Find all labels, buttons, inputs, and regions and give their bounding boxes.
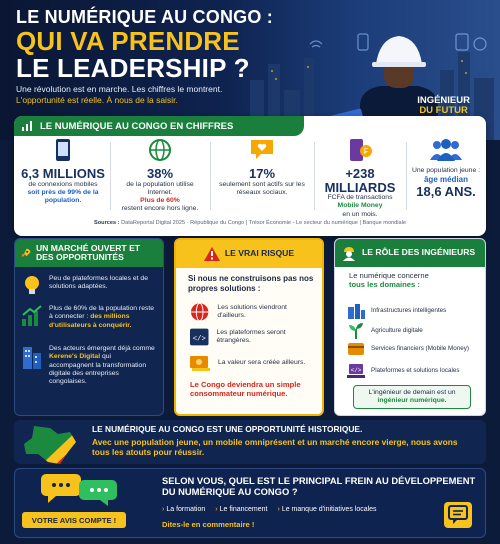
engineer-conclusion-b: ingénieur numérique. [377, 397, 447, 405]
stat-highlight: soit près de 99% de la population. [27, 188, 99, 204]
stat-mobile-money [316, 138, 404, 218]
svg-text:₣: ₣ [363, 147, 369, 156]
kerenes-digital-label: Kerene's Digital [49, 353, 101, 361]
engineers-intro-b: tous les domaines : [349, 280, 420, 290]
question-title: SELON VOUS, QUEL EST LE PRINCIPAL FREIN AU DÉVELOPPEMENT DU NUMÉRIQUE AU CONGO ? [162, 475, 476, 497]
congo-map-flag-icon [20, 424, 84, 466]
svg-text:</>: </> [350, 367, 362, 374]
badge-line-2: DU FUTUR [419, 105, 468, 117]
opportunities-heading [15, 239, 163, 267]
stat-text: de la population utilise Internet. [126, 180, 194, 196]
laptop-code-icon [347, 363, 365, 379]
stat-value: 6,3 MILLIONS [21, 166, 105, 181]
stat-text-2: en un mois. [342, 210, 378, 218]
heart-chat-icon [249, 138, 275, 162]
your-opinion-button[interactable]: VOTRE AVIS COMPTE ! [22, 512, 126, 528]
smartphone-icon [54, 138, 72, 162]
engineers-intro-a: Le numérique concerne [349, 271, 429, 280]
stat-text: seulement sont actifs sur les réseaux sociaux. [219, 180, 305, 196]
banner-line-1: LE NUMÉRIQUE AU CONGO EST UNE OPPORTUNITÉ HISTORIQUE. [92, 424, 363, 434]
city-icon [347, 303, 365, 319]
title-line-3: LE LEADERSHIP ? [16, 53, 250, 83]
stat-text: FCFA de transactions [327, 194, 393, 202]
svg-text:</>: </> [192, 335, 206, 344]
numbers-panel [14, 116, 486, 236]
engineer-badge [417, 96, 470, 117]
opportunities-panel [14, 238, 164, 416]
opportunities-heading-text: UN MARCHÉ OUVERT ET DES OPPORTUNITÉS [35, 242, 141, 262]
money-icon [190, 354, 210, 372]
plant-icon [347, 323, 365, 339]
rocket-icon [21, 245, 31, 261]
people-icon [429, 138, 463, 162]
title-line-1: LE NUMÉRIQUE AU CONGO : [16, 7, 273, 27]
domain-text: Services financiers (Mobile Money) [371, 345, 469, 353]
domain-text: Infrastructures intelligentes [371, 307, 447, 315]
tagline-2: L'opportunité est réelle. À nous de la saisir. [16, 95, 178, 105]
opportunity-banner [14, 420, 486, 464]
globe-icon [190, 302, 209, 322]
domain-text: Plateformes et solutions locales [371, 367, 460, 375]
risk-text: La valeur sera créée ailleurs. [218, 358, 306, 366]
lightbulb-icon [21, 275, 43, 297]
divider [110, 142, 111, 210]
comment-cta: Dites-le en commentaire ! [162, 520, 255, 529]
engineers-intro [349, 271, 479, 289]
risk-text: Les plateformes seront étrangères. [216, 328, 286, 344]
sources-line [14, 220, 486, 226]
stat-text: de connexions mobiles [28, 180, 98, 188]
opportunity-item [21, 345, 157, 386]
opportunity-text [49, 345, 157, 386]
stat-text: Une population jeune : [411, 167, 481, 174]
risk-panel [174, 238, 324, 416]
comment-icon [444, 502, 472, 528]
question-options [162, 506, 377, 513]
opportunity-text-c: qui accompagnent la transformation digitale des entreprises congolaises. [49, 353, 147, 386]
stat-value: +238 MILLIARDS [324, 166, 396, 195]
stat-text-2: restent encore hors ligne. [121, 205, 199, 213]
title-line-2: QUI VA PRENDRE [16, 26, 240, 56]
opportunity-text-a: Des acteurs émergent déjà comme [49, 345, 155, 352]
stat-value: 18,6 ANS. [416, 183, 476, 199]
opportunity-item [21, 305, 157, 330]
engineers-heading-text: LE RÔLE DES INGÉNIEURS [362, 247, 476, 258]
stat-highlight: Mobile Money [337, 202, 383, 210]
option-local-initiatives: › Le manque d'initiatives locales [277, 506, 377, 513]
bank-card-icon [347, 341, 365, 357]
growth-chart-icon [21, 305, 43, 327]
numbers-heading [14, 116, 304, 136]
buildings-icon [21, 345, 43, 367]
divider [210, 142, 211, 210]
globe-icon [148, 138, 172, 162]
risk-item [190, 302, 314, 322]
stat-highlight: Plus de 60% [140, 196, 180, 204]
risk-text: Les solutions viendront d'ailleurs. [217, 303, 287, 319]
banner-line-2: Avec une population jeune, un mobile omniprésent et un marché encore vierge, nous avons tous les atouts pour réussir. [92, 437, 458, 458]
numbers-heading-text: LE NUMÉRIQUE AU CONGO EN CHIFFRES [40, 120, 234, 132]
risk-heading [176, 240, 322, 268]
risk-item [190, 328, 314, 346]
opportunity-text-b: des millions d'utilisateurs à conquérir. [49, 313, 132, 329]
chart-icon [22, 121, 34, 131]
sources-label: Sources : [94, 220, 120, 226]
opportunity-text-a: Plus de 60% de la population reste à connecter : [49, 305, 155, 321]
opportunity-item [21, 275, 157, 297]
domain-item [347, 303, 479, 319]
stat-value: 17% [248, 166, 276, 181]
page-title [16, 8, 316, 81]
divider [314, 142, 315, 210]
engineers-panel [334, 238, 486, 416]
mobile-money-icon [347, 138, 373, 162]
engineer-conclusion-a: L'ingénieur de demain est un [368, 389, 456, 396]
stat-social-networks [214, 138, 310, 218]
tagline-1: Une révolution est en marche. Les chiffres le montrent. [16, 84, 223, 94]
warning-icon [204, 247, 220, 261]
sources-text: DataReportal Digital 2025 · République du Congo | Trésor Économie - Le secteur du numérique | Banque mondiale [121, 220, 406, 226]
stat-value: 38% [146, 166, 174, 181]
badge-line-1: INGÉNIEUR [417, 95, 470, 106]
risk-intro: Si nous ne construisons pas nos propres solutions : [188, 274, 314, 293]
stat-highlight: âge médian [423, 175, 468, 185]
code-window-icon [190, 328, 209, 346]
engineers-heading [335, 239, 485, 267]
domain-text: Agriculture digitale [371, 327, 423, 335]
risk-item [190, 354, 314, 372]
speech-bubbles-icon [40, 472, 120, 510]
stat-mobile-connections [20, 138, 106, 218]
option-funding: › Le financement [215, 506, 268, 513]
engineer-conclusion-box [353, 385, 471, 409]
engineer-icon [341, 245, 357, 261]
risk-conclusion: Le Congo deviendra un simple consommateur numérique. [190, 380, 301, 399]
option-training: › La formation [162, 506, 206, 513]
risk-heading-text: LE VRAI RISQUE [224, 248, 295, 259]
opportunity-text: Peu de plateformes locales et de solutions adaptées. [49, 275, 148, 291]
domain-item [347, 323, 479, 339]
stat-internet-usage [114, 138, 206, 218]
divider [406, 142, 407, 210]
stat-median-age [408, 138, 484, 218]
domain-item [347, 363, 479, 379]
opportunity-text [49, 305, 157, 330]
domain-item [347, 341, 479, 357]
